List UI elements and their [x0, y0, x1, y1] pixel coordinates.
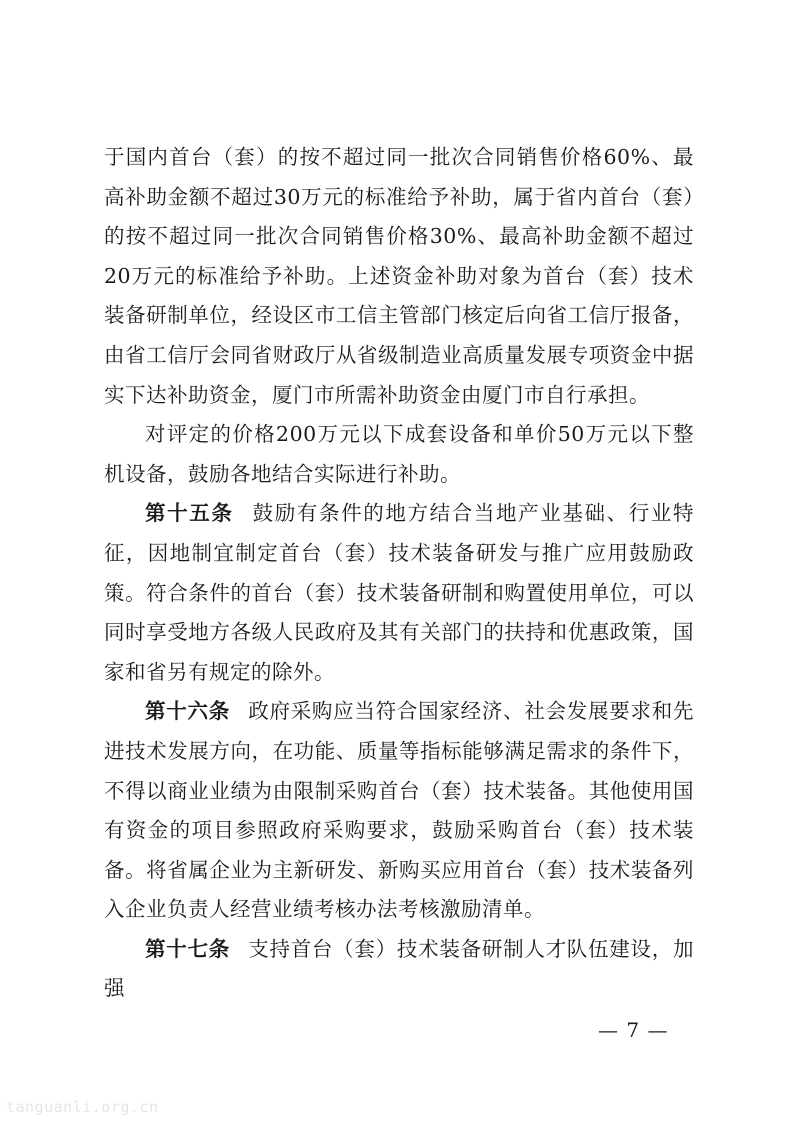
article-15 — [104, 494, 694, 692]
article-heading: 第十五条 — [145, 501, 234, 526]
page-number: — 7 — — [598, 1018, 669, 1042]
document-body — [104, 138, 694, 1009]
paragraph-text: 于国内首台（套）的按不超过同一批次合同销售价格60%、最高补助金额不超过30万元的标准给予补助，属于省内首台（套）的按不超过同一批次合同销售价格30%、最高补助金额不超过20万元的标准给予补助。上述资金补助对象为首台（套）技术装备研制单位，经设区市工信主管部门核定后向省工信厅报备，由省工信厅会同省财政厅从省级制造业高质量发展专项资金中据实下达补助资金，厦门市所需补助资金由厦门市自行承担。 — [104, 145, 694, 407]
article-text: 支持首台（套）技术装备研制人才队伍建设，加强 — [104, 936, 695, 1001]
article-text: 鼓励有条件的地方结合当地产业基础、行业特征，因地制宜制定首台（套）技术装备研发与推广应用鼓励政策。符合条件的首台（套）技术装备研制和购置使用单位，可以同时享受地方各级人民政府及其有关部门的扶持和优惠政策，国家和省另有规定的除外。 — [104, 501, 694, 684]
article-heading: 第十七条 — [145, 936, 230, 961]
paragraph-text: 对评定的价格200万元以下成套设备和单价50万元以下整机设备，鼓励各地结合实际进行补助。 — [104, 422, 694, 486]
article-heading: 第十六条 — [145, 699, 230, 724]
paragraph-continuation — [104, 138, 694, 415]
article-17 — [104, 930, 694, 1009]
watermark: tanguanli.org.cn — [6, 1098, 159, 1116]
article-16 — [104, 692, 694, 930]
paragraph-subsidy — [104, 415, 694, 494]
article-text: 政府采购应当符合国家经济、社会发展要求和先进技术发展方向，在功能、质量等指标能够满足需求的条件下，不得以商业业绩为由限制采购首台（套）技术装备。其他使用国有资金的项目参照政府采购要求，鼓励采购首台（套）技术装备。将省属企业为主新研发、新购买应用首台（套）技术装备列入企业负责人经营业绩考核办法考核激励清单。 — [104, 699, 695, 922]
